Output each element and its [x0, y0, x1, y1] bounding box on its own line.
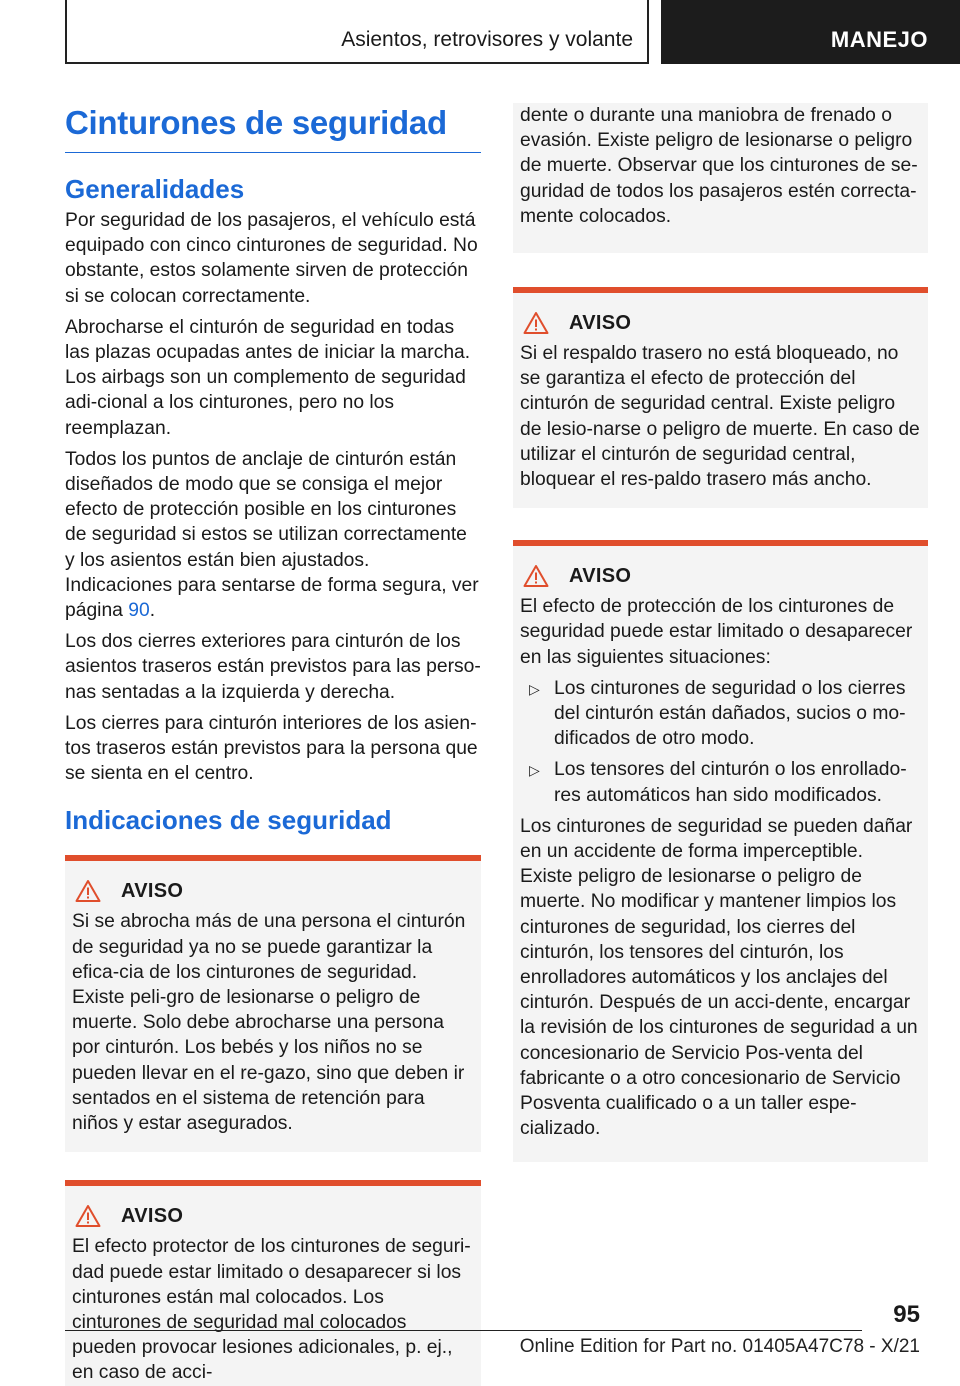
- warning-triangle-icon: [75, 879, 101, 903]
- warning-title: [75, 1204, 473, 1228]
- list-item-text: Los cinturones de seguridad o los cierres del cinturón están dañados, sucios o mo‐dificados de otro modo.: [554, 677, 906, 750]
- warning-triangle-icon: [523, 564, 549, 588]
- warning-box: [65, 1180, 481, 1385]
- warning-triangle-icon: [75, 1204, 101, 1228]
- warning-title: [523, 311, 920, 335]
- heading-generalidades: Generalidades: [65, 174, 245, 204]
- list-item: [520, 676, 920, 752]
- warning-text: El efecto de protección de los cinturones de seguridad puede estar limitado o desaparecer en las siguientes situaciones:: [520, 596, 913, 668]
- warning-label: AVISO: [569, 564, 632, 587]
- warning-text: Los cinturones de seguridad se pueden dañar en un accidente de forma imperceptible. Existe peligro de lesionarse o peligro de muerte. No modificar y mantener limpios los cinturones de seguridad, los cierres del cinturón, los tensores del cinturón, los enrolladores automáticos y los anclajes del cinturón. Después de un acci‐dente, encargar la revisión de los cinturones de seguridad a un concesionario de Servicio Pos‐venta del fabricante o a otro concesionario de Servicio Posventa cualificado o a un taller espe‐cializado.: [520, 815, 918, 1140]
- header-section-tab: [65, 0, 649, 64]
- warning-triangle-icon: [523, 311, 549, 335]
- footer-edition: Online Edition for Part no. 01405A47C78 - X/21: [519, 1336, 920, 1357]
- triangle-bullet-icon: ▷: [529, 762, 540, 779]
- page-link-90[interactable]: 90: [128, 600, 150, 622]
- warning-box-continued: [513, 103, 928, 253]
- list-item-text: Los tensores del cinturón o los enrollado‐res automáticos han sido modificados.: [554, 759, 907, 806]
- warning-box: [65, 855, 481, 1152]
- paragraph: Los cierres para cinturón interiores de los asien‐tos traseros están previstos para la persona que se sienta en el centro.: [65, 712, 478, 785]
- header-section-title: Asientos, retrovisores y volante: [341, 28, 633, 51]
- left-column: [65, 100, 481, 1386]
- list-item: [520, 757, 920, 807]
- paragraph: Por seguridad de los pasajeros, el vehículo está equipado con cinco cinturones de seguridad. No obstante, estos solamente sirven de protección si se colocan correctamente.: [65, 210, 478, 307]
- paragraph-end: .: [149, 600, 156, 622]
- triangle-bullet-icon: ▷: [529, 680, 540, 697]
- warning-label: AVISO: [121, 1204, 184, 1227]
- paragraph: Los dos cierres exteriores para cinturón de los asientos traseros están previstos para las perso‐nas sentadas a la izquierda y derecha.: [65, 631, 481, 703]
- warning-box: [513, 540, 928, 1161]
- warning-box: [513, 287, 928, 508]
- footer-divider: [65, 1330, 862, 1331]
- warning-text: dente o durante una maniobra de frenado o evasión. Existe peligro de lesionarse o peligro de muerte. Observar que los cinturones de se‐guridad de todos los pasajeros estén correcta‐mente colocados.: [520, 105, 918, 227]
- page-title: Cinturones de seguridad: [65, 100, 481, 153]
- header-chapter-title: MANEJO: [830, 27, 928, 52]
- paragraph-with-link: [65, 447, 481, 623]
- warning-title: [523, 564, 920, 588]
- paragraph-text: Todos los puntos de anclaje de cinturón están diseñados de modo que se consiga el mejor efecto de protección posible en los cinturones de seguridad si estos se utilizan correctamente y los asientos están bien ajustados. Indicaciones para sentarse de forma segura, ver página: [65, 448, 479, 622]
- header-chapter-tab: [661, 0, 960, 64]
- warning-label: AVISO: [569, 311, 632, 334]
- paragraph: Abrocharse el cinturón de seguridad en todas las plazas ocupadas antes de iniciar la marcha. Los airbags son un complemento de seguridad adi‐cional a los cinturones, pero no los reemplazan.: [65, 316, 471, 439]
- warning-text: El efecto protector de los cinturones de seguri‐dad puede estar limitado o desaparecer si los cinturones están mal colocados. Los cinturones de seguridad mal colocados pueden provocar lesiones adicionales, p. ej., en caso de acci‐: [72, 1236, 471, 1384]
- warning-bullet-list: [520, 676, 920, 808]
- warning-text: Si se abrocha más de una persona el cinturón de seguridad ya no se puede garantizar la efica‐cia de los cinturones de seguridad. Existe peli‐gro de lesionarse o peligro de muerte. Solo debe abrocharse una persona por cinturón. Los bebés y los niños no se pueden llevar en el re‐gazo, sino que deben ir sentados en el sistema de retención para niños y estar asegurados.: [72, 911, 466, 1135]
- warning-label: AVISO: [121, 879, 184, 902]
- page-number: 95: [893, 1301, 920, 1328]
- warning-title: [75, 879, 473, 903]
- right-column: [513, 103, 928, 1162]
- heading-indicaciones: Indicaciones de seguridad: [65, 805, 392, 836]
- warning-text: Si el respaldo trasero no está bloqueado, no se garantiza el efecto de protección del cinturón de seguridad central. Existe peligro de lesio‐narse o peligro de muerte. En caso de utilizar el cinturón de seguridad central, bloquear el res‐paldo trasero más ancho.: [520, 343, 920, 491]
